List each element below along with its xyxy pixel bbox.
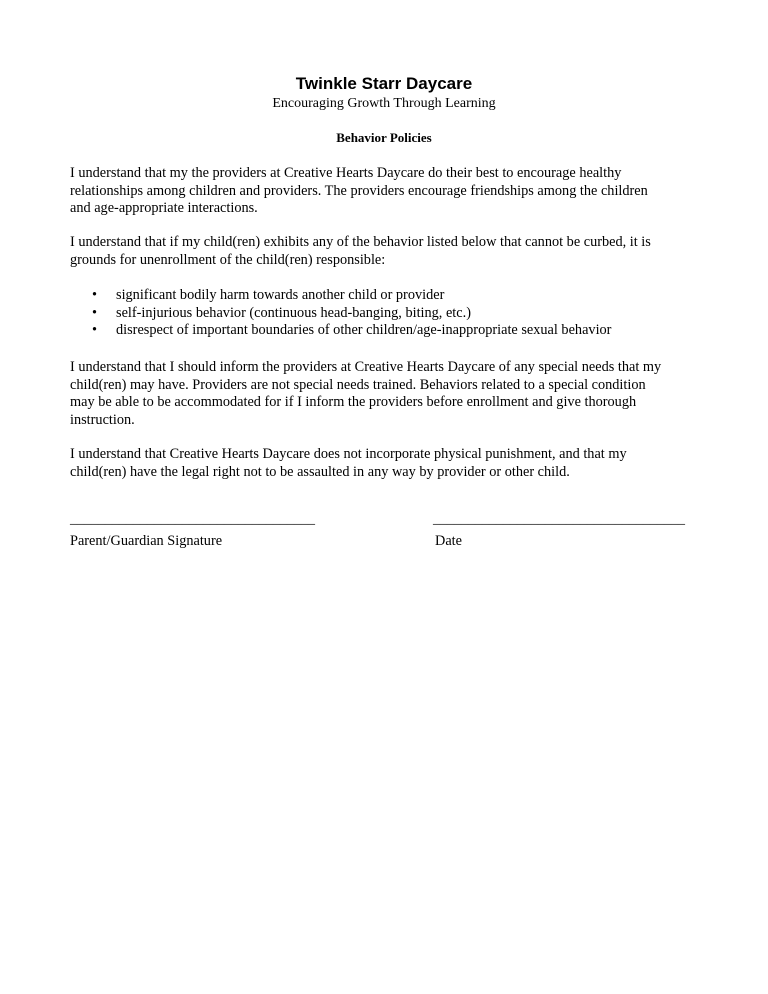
list-item xyxy=(70,305,730,323)
date-line: ____________________________________ xyxy=(433,512,685,527)
list-item xyxy=(70,287,730,305)
paragraph-line: may be able to be accommodated for if I inform the providers before enrollment and give thorough xyxy=(70,394,637,411)
paragraph-line: child(ren) have the legal right not to be assaulted in any way by provider or other child. xyxy=(70,463,570,480)
paragraph-line: and age-appropriate interactions. xyxy=(70,200,258,217)
paragraph-punishment xyxy=(70,446,710,481)
paragraph-providers xyxy=(70,165,710,218)
behavior-list xyxy=(70,287,730,340)
paragraph-line: I understand that my the providers at Creative Hearts Daycare do their best to encourage healthy xyxy=(70,165,622,181)
bullet-icon: • xyxy=(92,287,98,303)
signature-label: Parent/Guardian Signature xyxy=(70,533,223,549)
list-item xyxy=(70,322,730,340)
signature-line: ___________________________________ xyxy=(70,512,315,527)
paragraph-line: instruction. xyxy=(70,411,135,428)
paragraph-line: relationships among children and providers. The providers encourage friendships among the children xyxy=(70,182,648,199)
document-subtitle: Encouraging Growth Through Learning xyxy=(272,96,496,111)
document-title: Twinkle Starr Daycare xyxy=(295,74,473,93)
list-item-text: disrespect of important boundaries of other children/age-inappropriate sexual behavior xyxy=(116,322,612,339)
paragraph-line: I understand that Creative Hearts Daycare does not incorporate physical punishment, and that my xyxy=(70,446,627,462)
bullet-icon: • xyxy=(92,304,98,321)
date-label: Date xyxy=(435,533,462,549)
paragraph-line: I understand that I should inform the providers at Creative Hearts Daycare of any special needs that my xyxy=(70,359,662,375)
list-item-text: significant bodily harm towards another child or provider xyxy=(116,287,445,303)
list-item-text: self-injurious behavior (continuous head-banging, biting, etc.) xyxy=(116,304,471,321)
section-heading: Behavior Policies xyxy=(336,130,432,145)
paragraph-special-needs xyxy=(70,359,710,429)
paragraph-line: child(ren) may have. Providers are not special needs trained. Behaviors related to a special condition xyxy=(70,376,646,393)
paragraph-line: I understand that if my child(ren) exhibits any of the behavior listed below that cannot be curbed, it is xyxy=(70,234,651,250)
bullet-icon: • xyxy=(92,322,98,339)
paragraph-line: grounds for unenrollment of the child(ren) responsible: xyxy=(70,251,386,268)
paragraph-unenrollment xyxy=(70,234,710,269)
